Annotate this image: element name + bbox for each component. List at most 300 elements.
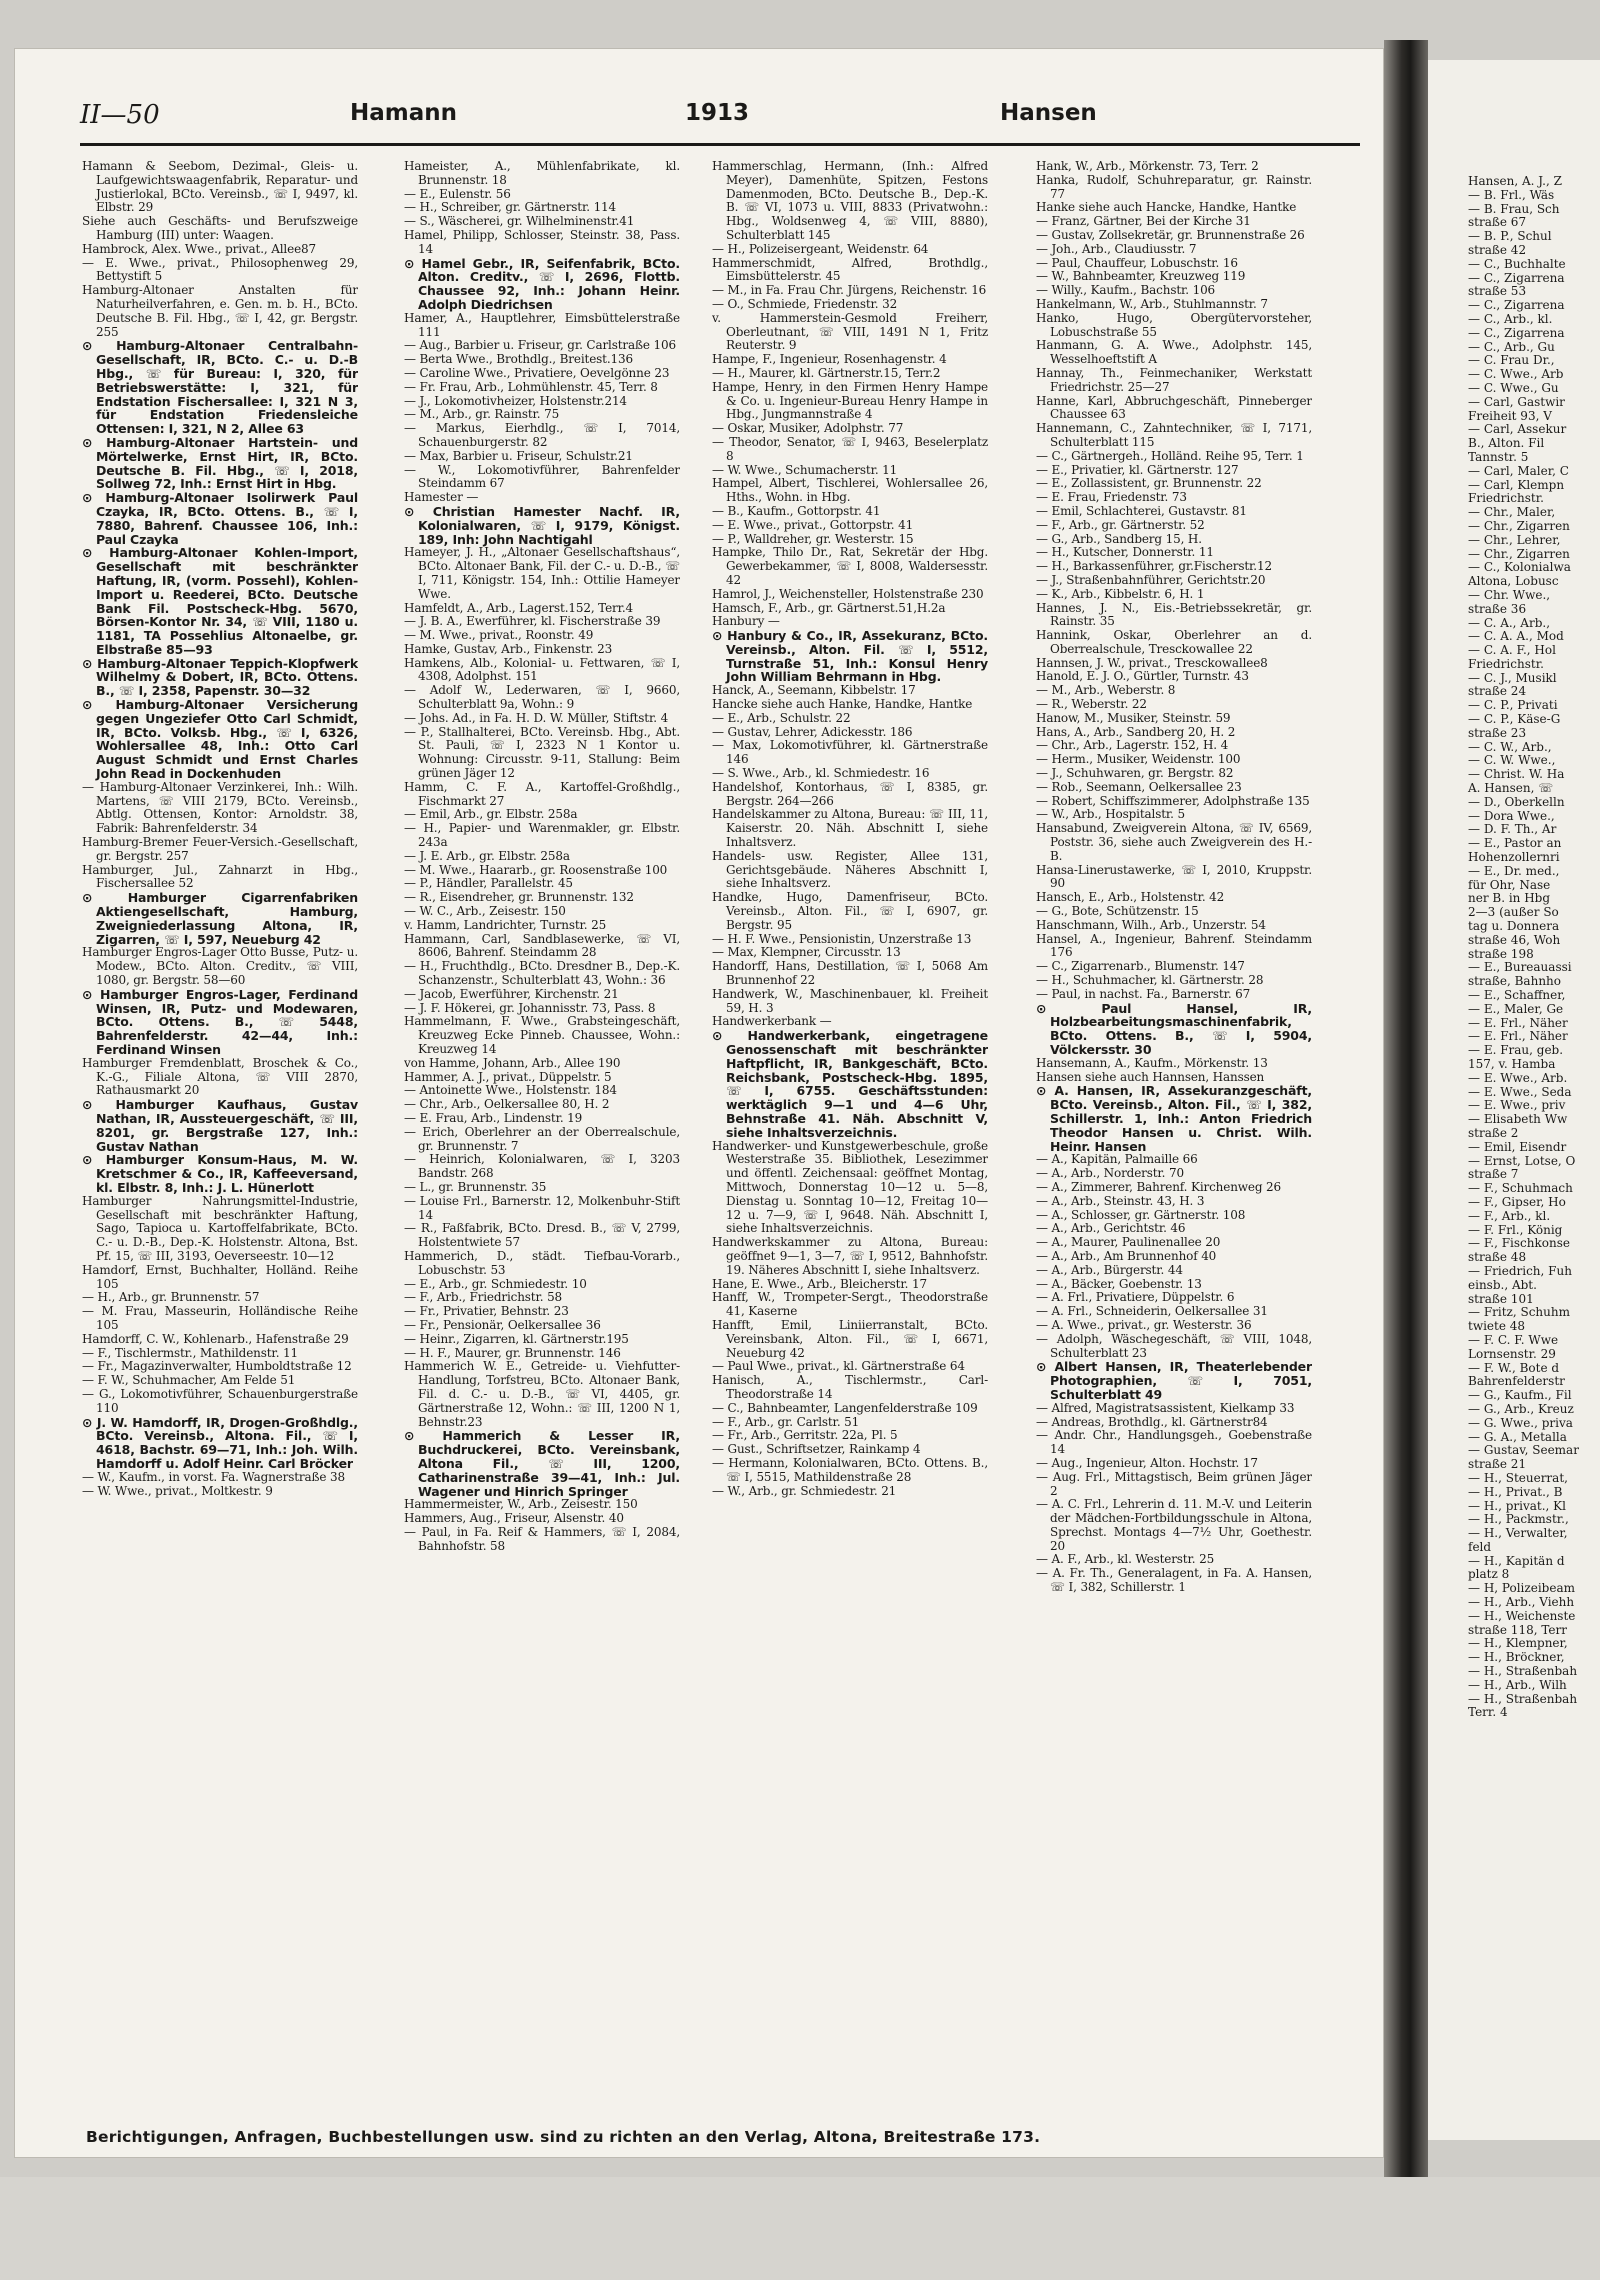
facing-page-line: B., Alton. Fil — [1468, 436, 1545, 451]
directory-entry: Handels- usw. Register, Allee 131, Gerichtsgebäude. Näheres Abschnitt I, siehe Inhaltsverz. — [712, 848, 988, 891]
facing-page-line: Tannstr. 5 — [1468, 449, 1529, 464]
directory-entry: Hamburg-Altonaer Anstalten für Naturheilverfahren, e. Gen. m. b. H., BCto. Deutsche B. Fil. Hbg., ☏ I, 42, gr. Bergstr. 255 — [82, 283, 358, 339]
directory-entry: — W. Wwe., Schumacherstr. 11 — [712, 462, 898, 477]
directory-entry: ⊙ Hamburger Engros-Lager, Ferdinand Winsen, IR, Putz- und Modewaren, BCto. Ottens. B., ☏ 5448, Bahrenfelderstr. 42—44, Inh.: Ferdinand Winsen — [82, 986, 358, 1057]
directory-entry: Hamburger Nahrungsmittel-Industrie, Gesellschaft mit beschränkter Haftung, Sago, Tapioca u. Kartoffelfabrikate, BCto. C.- u. D.-B., Dep.-K. Holstenstr. Altona, Bst. Pf. 15, ☏ III, 3193, Oeverseestr. 10—12 — [82, 1193, 358, 1263]
facing-page-line: einsb., Abt. — [1468, 1277, 1537, 1292]
directory-entry: Hamsch, F., Arb., gr. Gärtnerst.51,H.2a — [712, 600, 946, 615]
facing-page-line: — E., Dr. med., — [1468, 863, 1560, 878]
facing-page-line: feld — [1468, 1539, 1492, 1554]
facing-page-line: — Chr., Lehrer, — [1468, 532, 1561, 547]
directory-entry: — A. Fr. Th., Generalagent, in Fa. A. Hansen, ☏ I, 382, Schillerstr. 1 — [1036, 1566, 1312, 1595]
directory-entry: — Herm., Musiker, Weidenstr. 100 — [1036, 752, 1241, 767]
directory-entry: Hannsen, J. W., privat., Tresckowallee8 — [1036, 655, 1268, 670]
directory-entry: Hansch, E., Arb., Holstenstr. 42 — [1036, 890, 1225, 905]
directory-entry: — W., Bahnbeamter, Kreuzweg 119 — [1036, 269, 1246, 284]
directory-entry: Hammann, Carl, Sandblasewerke, ☏ VI, 8606, Bahrenf. Steindamm 28 — [404, 931, 680, 960]
column-3 — [712, 160, 988, 2280]
directory-entry: — Max, Klempner, Circusstr. 13 — [712, 945, 901, 960]
directory-entry: Hanke siehe auch Hancke, Handke, Hantke — [1036, 200, 1297, 215]
directory-entry: — R., Weberstr. 22 — [1036, 697, 1147, 712]
directory-entry: ⊙ Hanbury & Co., IR, Assekuranz, BCto. Vereinsb., Alton. Fil. ☏ I, 5512, Turnstraße 51, Inh.: Konsul Henry John William Behrmann in Hbg. — [712, 628, 988, 685]
facing-page-line: Lornsenstr. 29 — [1468, 1346, 1556, 1361]
directory-entry: Hanisch, A., Tischlermstr., Carl-Theodorstraße 14 — [712, 1373, 988, 1401]
facing-page-line: Hansen, A. J., Z — [1468, 174, 1562, 188]
directory-entry: — M. Wwe., Haararb., gr. Roosenstraße 100 — [404, 862, 668, 877]
directory-entry: — J., Schuhwaren, gr. Bergstr. 82 — [1036, 766, 1234, 781]
directory-entry: — E., Privatier, kl. Gärtnerstr. 127 — [1036, 462, 1239, 477]
directory-entry: Hansen siehe auch Hannsen, Hanssen — [1036, 1069, 1265, 1084]
facing-page-line: ner B. in Hbg — [1468, 891, 1551, 906]
facing-page-line: für Ohr, Nase — [1468, 877, 1551, 892]
directory-entry: Hameyer, J. H., „Altonaer Gesellschaftshaus“, BCto. Altonaer Bank, Fil. der C.- u. D.-B., ☏ I, 711, Königstr. 154, Inh.: Ottilie Hameyer Wwe. — [404, 545, 680, 601]
directory-entry: — G., Bote, Schützenstr. 15 — [1036, 904, 1199, 919]
directory-entry: — Paul, in nachst. Fa., Barnerstr. 67 — [1036, 986, 1251, 1001]
facing-page-line: straße 7 — [1468, 1167, 1519, 1182]
facing-page-line: — C. W., Arb., — [1468, 739, 1552, 754]
directory-entry: — Franz, Gärtner, Bei der Kirche 31 — [1036, 214, 1251, 229]
directory-entry: — J. B. A., Ewerführer, kl. Fischerstraße 39 — [404, 614, 661, 629]
facing-page-line: — H., Arb., Viehh — [1468, 1595, 1575, 1610]
directory-entry: — W. C., Arb., Zeisestr. 150 — [404, 904, 566, 919]
facing-page-line: — B. Frl., Wäs — [1468, 187, 1555, 202]
facing-page-line: — G., Arb., Kreuz — [1468, 1401, 1574, 1416]
facing-page-line: — Chr., Zigarren — [1468, 546, 1570, 561]
directory-entry: — Hermann, Kolonialwaren, BCto. Ottens. B., ☏ I, 5515, Mathildenstraße 28 — [712, 1455, 988, 1484]
directory-entry: Hannes, J. N., Eis.-Betriebssekretär, gr. Rainstr. 35 — [1036, 600, 1312, 629]
directory-entry: ⊙ Hamburger Cigarrenfabriken Aktiengesellschaft, Hamburg, Zweigniederlassung Altona, IR, Zigarren, ☏ I, 597, Neueburg 42 — [82, 890, 358, 947]
facing-page-line: — Carl, Gastwir — [1468, 394, 1565, 409]
directory-entry: — G., Arb., Sandberg 15, H. — [1036, 531, 1202, 546]
directory-entry: — Fr. Frau, Arb., Lohmühlenstr. 45, Terr. 8 — [404, 379, 658, 394]
facing-page-line: — G. Wwe., priva — [1468, 1415, 1573, 1430]
directory-entry: — A., Arb., Steinstr. 43, H. 3 — [1036, 1193, 1205, 1208]
facing-page-line: — F., Schuhmach — [1468, 1181, 1573, 1196]
facing-page-line: — F. W., Bote d — [1468, 1360, 1560, 1375]
directory-entry: — H. F. Wwe., Pensionistin, Unzerstraße 13 — [712, 931, 972, 946]
directory-entry: — Heinrich, Kolonialwaren, ☏ I, 3203 Bandstr. 268 — [404, 1152, 680, 1181]
directory-entry: Hanold, E. J. O., Gürtler, Turnstr. 43 — [1036, 669, 1249, 684]
directory-entry: — E. Wwe., privat., Gottorpstr. 41 — [712, 517, 914, 532]
column-2 — [404, 160, 680, 2280]
facing-page-line: straße, Bahnho — [1468, 974, 1561, 989]
directory-entry: Hampe, F., Ingenieur, Rosenhagenstr. 4 — [712, 352, 947, 367]
directory-entry: — R., Eisendreher, gr. Brunnenstr. 132 — [404, 890, 634, 905]
directory-entry: Hanow, M., Musiker, Steinstr. 59 — [1036, 710, 1231, 725]
directory-entry: — Theodor, Senator, ☏ I, 9463, Beselerplatz 8 — [712, 434, 988, 463]
directory-entry: Hansa-Linerustawerke, ☏ I, 2010, Kruppstr. 90 — [1036, 862, 1312, 891]
directory-entry: — J., Lokomotivheizer, Holstenstr.214 — [404, 393, 627, 408]
facing-page-line: Freiheit 93, V — [1468, 408, 1552, 423]
directory-entry: — Gustav, Zollsekretär, gr. Brunnenstraße 26 — [1036, 227, 1305, 242]
facing-page-line: — Friedrich, Fuh — [1468, 1263, 1572, 1278]
facing-page-line: straße 23 — [1468, 725, 1527, 740]
directory-entry: — E., Zollassistent, gr. Brunnenstr. 22 — [1036, 476, 1262, 491]
facing-page-line: straße 198 — [1468, 946, 1534, 961]
directory-entry: Hampe, Henry, in den Firmen Henry Hampe & Co. u. Ingenieur-Bureau Henry Hampe in Hbg., Jungmannstraße 4 — [712, 379, 988, 422]
facing-page-line: A. Hansen, ☏ — [1468, 781, 1554, 796]
directory-entry: Hamel, Philipp, Schlosser, Steinstr. 38, Pass. 14 — [404, 227, 680, 256]
directory-entry: Hampel, Albert, Tischlerei, Wohlersallee 26, Hths., Wohn. in Hbg. — [712, 476, 988, 505]
directory-entry: — H., Barkassenführer, gr.Fischerstr.12 — [1036, 559, 1272, 574]
directory-entry: — F., Tischlermstr., Mathildenstr. 11 — [82, 1345, 298, 1360]
directory-entry: — Paul Wwe., privat., kl. Gärtnerstraße 64 — [712, 1359, 965, 1374]
directory-entry: — M. Wwe., privat., Roonstr. 49 — [404, 628, 594, 643]
directory-entry: — J. E. Arb., gr. Elbstr. 258a — [404, 848, 570, 863]
directory-entry: v. Hamm, Landrichter, Turnstr. 25 — [404, 917, 607, 932]
directory-entry: Hamester — — [404, 490, 479, 505]
facing-page-line: — C. P., Käse-G — [1468, 712, 1561, 727]
directory-entry: — S. Wwe., Arb., kl. Schmiedestr. 16 — [712, 766, 930, 781]
facing-page-line: — E. Wwe., Arb. — [1468, 1070, 1568, 1085]
directory-entry: Hansel, A., Ingenieur, Bahrenf. Steindamm 176 — [1036, 931, 1312, 960]
facing-page-line: — F. C. F. Wwe — [1468, 1332, 1559, 1347]
facing-page-line: — E., Schaffner, — [1468, 988, 1566, 1003]
facing-page-line: Terr. 4 — [1468, 1705, 1508, 1720]
directory-entry: — Chr., Arb., Lagerstr. 152, H. 4 — [1036, 738, 1229, 753]
directory-entry: ⊙ Hamburg-Altonaer Teppich-Klopfwerk Wilhelmy & Dobert, IR, BCto. Ottens. B., ☏ I, 2358, Papenstr. 30—32 — [82, 655, 358, 699]
directory-entry: — H. F., Maurer, gr. Brunnenstr. 146 — [404, 1345, 621, 1360]
directory-entry: ⊙ Hamburg-Altonaer Centralbahn-Gesellschaft, IR, BCto. C.- u. D.-B Hbg., ☏ für Bureau: I, 320, für Betriebswerstätte: I, 321, für Endstation Fischersallee: I, 321 N 3, für Endstation Friedensleiche Ottensen: I, 321, N 2, Allee 63 — [82, 338, 358, 437]
directory-entry: — H., Fruchthdlg., BCto. Dresdner B., Dep.-K. Schanzenstr., Schulterblatt 43, Wohn.: 36 — [404, 959, 680, 988]
directory-entry: — A., Arb., Am Brunnenhof 40 — [1036, 1248, 1217, 1263]
facing-page-line: — H., privat., Kl — [1468, 1498, 1566, 1513]
directory-entry: — Paul, Chauffeur, Lobuschstr. 16 — [1036, 255, 1238, 270]
directory-entry: — F., Arb., gr. Gärtnerstr. 52 — [1036, 517, 1205, 532]
directory-entry: — A. Wwe., privat., gr. Westerstr. 36 — [1036, 1317, 1252, 1332]
directory-entry: Hampke, Thilo Dr., Rat, Sekretär der Hbg. Gewerbekammer, ☏ I, 8008, Waldersesstr. 42 — [712, 545, 988, 587]
directory-entry: — A., Bäcker, Goebenstr. 13 — [1036, 1276, 1202, 1291]
directory-entry: Hamfeldt, A., Arb., Lagerst.152, Terr.4 — [404, 600, 634, 615]
facing-page-line: — Chr. Wwe., — [1468, 587, 1551, 602]
directory-entry: — C., Gärtnergeh., Holländ. Reihe 95, Terr. 1 — [1036, 448, 1304, 463]
directory-entry: — H., Maurer, kl. Gärtnerstr.15, Terr.2 — [712, 365, 941, 380]
directory-entry: ⊙ Hamburg-Altonaer Isolirwerk Paul Czayka, IR, BCto. Ottens. B., ☏ I, 7880, Bahrenf. Chaussee 106, Inh.: Paul Czayka — [82, 490, 358, 547]
directory-entry: — A., Schlosser, gr. Gärtnerstr. 108 — [1036, 1207, 1246, 1222]
directory-entry: — Louise Frl., Barnerstr. 12, Molkenbuhr-Stift 14 — [404, 1193, 680, 1222]
facing-page-line: — H., Kapitän d — [1468, 1553, 1565, 1568]
facing-page-line: — C. J., Musikl — [1468, 670, 1557, 685]
facing-page-line: straße 2 — [1468, 1125, 1519, 1140]
facing-page-line: — H., Arb., Wilh — [1468, 1677, 1567, 1692]
directory-entry: Hanschmann, Wilh., Arb., Unzerstr. 54 — [1036, 917, 1266, 932]
directory-entry: Hamburger Engros-Lager Otto Busse, Putz- u. Modew., BCto. Alton. Creditv., ☏ VIII, 1080, gr. Bergstr. 58—60 — [82, 945, 358, 988]
directory-entry: — W., Lokomotivführer, Bahrenfelder Steindamm 67 — [404, 462, 680, 491]
directory-entry: ⊙ Handwerkerbank, eingetragene Genossenschaft mit beschränkter Haftpflicht, IR, Bankgeschäft, BCto. Reichsbank, Postscheck-Hbg. 1895, ☏ I, 6755. Geschäftsstunden: werktäglich 9—1 und 4—6 Uhr, Behnstraße 41. Näh. Abschnitt V, siehe Inhaltsverzeichnis. — [712, 1028, 988, 1140]
directory-entry: — M., Arb., gr. Rainstr. 75 — [404, 407, 560, 422]
facing-page-line: — Chr., Zigarren — [1468, 518, 1570, 533]
directory-entry: — Alfred, Magistratsassistent, Kielkamp 33 — [1036, 1400, 1295, 1415]
directory-entry: — O., Schmiede, Friedenstr. 32 — [712, 296, 898, 311]
facing-page-line: — Chr., Maler, — [1468, 505, 1556, 520]
directory-entry: Hamburger Fremdenblatt, Broschek & Co., K.-G., Filiale Altona, ☏ VIII 2870, Rathausmarkt 20 — [82, 1055, 358, 1098]
directory-entry: — Oskar, Musiker, Adolphstr. 77 — [712, 421, 904, 436]
directory-entry: Hambrock, Alex. Wwe., privat., Allee87 — [82, 241, 316, 256]
directory-entry: — Hamburg-Altonaer Verzinkerei, Inh.: Wilh. Martens, ☏ VIII 2179, BCto. Vereinsb., Abtlg. Ottensen, Kontor: Arnoldstr. 38, Fabrik: Bahrenfelderstr. 34 — [82, 779, 358, 836]
directory-entry: Hanff, W., Trompeter-Sergt., Theodorstraße 41, Kaserne — [712, 1290, 988, 1319]
directory-entry: Hanck, A., Seemann, Kibbelstr. 17 — [712, 683, 916, 698]
directory-entry: Handelshof, Kontorhaus, ☏ I, 8385, gr. Bergstr. 264—266 — [712, 779, 988, 808]
facing-page-line: straße 118, Terr — [1468, 1622, 1567, 1637]
facing-page-line: — E. Frl., Näher — [1468, 1029, 1568, 1044]
directory-entry: Hanko, Hugo, Obergütervorsteher, Lobuschstraße 55 — [1036, 310, 1312, 339]
directory-entry: — Fr., Pensionär, Oelkersallee 36 — [404, 1317, 601, 1332]
directory-entry: — J., Straßenbahnführer, Gerichtstr.20 — [1036, 572, 1266, 587]
directory-entry: — Berta Wwe., Brothdlg., Breitest.136 — [404, 352, 633, 367]
facing-page-line: — B. Frau, Sch — [1468, 201, 1560, 216]
facing-page-line: — E., Bureauassi — [1468, 960, 1572, 975]
directory-entry: — M., Arb., Weberstr. 8 — [1036, 683, 1176, 698]
directory-entry: Hamdorf, Ernst, Buchhalter, Holländ. Reihe 105 — [82, 1262, 358, 1291]
facing-page-line: — Ernst, Lotse, O — [1468, 1153, 1576, 1168]
facing-page-line: — Fritz, Schuhm — [1468, 1305, 1570, 1320]
facing-page-line: — C., Arb., Gu — [1468, 339, 1555, 354]
directory-entry: — W. Wwe., privat., Moltkestr. 9 — [82, 1483, 273, 1498]
directory-entry: Hamann & Seebom, Dezimal-, Gleis- u. Laufgewichtswaagenfabrik, Reparatur- und Justierlokal, BCto. Vereinsb., ☏ I, 9497, kl. Elbstr. 29 — [82, 160, 358, 215]
directory-entry: — H., Polizeisergeant, Weidenstr. 64 — [712, 241, 929, 256]
facing-page-line: straße 24 — [1468, 684, 1527, 699]
facing-page-line: — Carl, Maler, C — [1468, 463, 1569, 478]
facing-page-line: — Carl, Klempn — [1468, 477, 1565, 492]
directory-entry: Hannink, Oskar, Oberlehrer an d. Oberrealschule, Tresckowallee 22 — [1036, 628, 1312, 656]
directory-entry: Hammerich, D., städt. Tiefbau-Vorarb., Lobuschstr. 53 — [404, 1248, 680, 1277]
facing-page-line: straße 53 — [1468, 284, 1527, 299]
facing-page-line: — C., Zigarrena — [1468, 270, 1565, 285]
facing-page-line: — H., Privat., B — [1468, 1484, 1563, 1499]
directory-entry: Hank, W., Arb., Mörkenstr. 73, Terr. 2 — [1036, 160, 1259, 173]
facing-page-line: straße 42 — [1468, 242, 1527, 257]
facing-page-line: twiete 48 — [1468, 1319, 1526, 1334]
directory-entry: ⊙ Albert Hansen, IR, Theaterlebender Photographien, ☏ I, 7051, Schulterblatt 49 — [1036, 1359, 1312, 1402]
directory-entry: — E. Frau, Arb., Lindenstr. 19 — [404, 1110, 583, 1125]
directory-entry: — Adolph, Wäschegeschäft, ☏ VIII, 1048, Schulterblatt 23 — [1036, 1331, 1312, 1360]
directory-entry: — W., Arb., gr. Schmiedestr. 21 — [712, 1483, 897, 1498]
directory-entry: ⊙ Hamburg-Altonaer Versicherung gegen Ungeziefer Otto Carl Schmidt, IR, BCto. Volksb. Hbg., ☏ I, 6326, Wohlersallee 48, Inh.: Otto Carl August Schmidt und Ernst Charles John Read in Dockenhuden — [82, 697, 358, 782]
directory-entry: — Jacob, Ewerführer, Kirchenstr. 21 — [404, 986, 619, 1001]
directory-entry: ⊙ A. Hansen, IR, Assekuranzgeschäft, BCto. Vereinsb., Alton. Fil., ☏ I, 382, Schillerstr. 1, Inh.: Anton Friedrich Theodor Hansen u. Christ. Wilh. Heinr. Hansen — [1036, 1083, 1312, 1154]
directory-entry: ⊙ Paul Hansel, IR, Holzbearbeitungsmaschinenfabrik, BCto. Ottens. B., ☏ I, 5904, Völckersstr. 30 — [1036, 1000, 1312, 1057]
facing-page-line: — C. Frau Dr., — [1468, 353, 1555, 368]
directory-entry: Hanmann, G. A. Wwe., Adolphstr. 145, Wesselhoeftstift A — [1036, 338, 1312, 367]
directory-entry: — Fr., Magazinverwalter, Humboldtstraße 12 — [82, 1359, 352, 1374]
directory-entry: — Andr. Chr., Handlungsgeh., Goebenstraße 14 — [1036, 1428, 1312, 1457]
facing-page-line: straße 46, Woh — [1468, 932, 1561, 947]
directory-entry: — B., Kaufm., Gottorpstr. 41 — [712, 503, 881, 518]
directory-entry: — H., Schuhmacher, kl. Gärtnerstr. 28 — [1036, 973, 1264, 988]
directory-entry: — H., Kutscher, Donnerstr. 11 — [1036, 545, 1214, 560]
facing-page-line: — H., Steuerrat, — [1468, 1470, 1568, 1485]
facing-page-line: — H., Straßenbah — [1468, 1691, 1578, 1706]
directory-entry: — M. Frau, Masseurin, Holländische Reihe 105 — [82, 1304, 358, 1332]
facing-page-line: — C., Zigarrena — [1468, 325, 1565, 340]
directory-entry: Hamrol, J., Weichensteller, Holstenstraße 230 — [712, 586, 984, 601]
directory-entry: — Joh., Arb., Claudiusstr. 7 — [1036, 241, 1197, 256]
facing-page-line: — D., Oberkelln — [1468, 794, 1565, 809]
directory-entry: — Max, Lokomotivführer, kl. Gärtnerstraße 146 — [712, 738, 988, 767]
directory-entry: — H., Papier- und Warenmakler, gr. Elbstr. 243a — [404, 821, 680, 850]
directory-entry: — Gust., Schriftsetzer, Rainkamp 4 — [712, 1442, 921, 1457]
directory-entry: Handwerkerbank — — [712, 1014, 832, 1029]
directory-entry: — Robert, Schiffszimmerer, Adolphstraße 135 — [1036, 793, 1310, 808]
facing-page-line: — Elisabeth Ww — [1468, 1112, 1568, 1127]
directory-entry: — Markus, Eierhdlg., ☏ I, 7014, Schauenburgerstr. 82 — [404, 421, 680, 449]
facing-page-line: — H, Polizeibeam — [1468, 1581, 1575, 1596]
directory-entry: Hanne, Karl, Abbruchgeschäft, Pinneberger Chaussee 63 — [1036, 393, 1312, 422]
directory-entry: ⊙ Hamburg-Altonaer Hartstein- und Mörtelwerke, Ernst Hirt, IR, BCto. Deutsche B. Fil. Hbg., ☏ I, 2018, Sollweg 72, Inh.: Ernst Hirt in Hbg. — [82, 434, 358, 492]
facing-page-line: — C. W. Wwe., — [1468, 753, 1556, 768]
directory-entry: ⊙ J. W. Hamdorff, IR, Drogen-Großhdlg., BCto. Vereinsb., Altona. Fil., ☏ I, 4618, Bachstr. 69—71, Inh.: Joh. Wilh. Hamdorff u. Adolf Heinr. Carl Bröcker — [82, 1414, 358, 1471]
facing-page-line: — Christ. W. Ha — [1468, 767, 1565, 782]
facing-page-line: Altona, Lobusc — [1468, 574, 1559, 589]
facing-page-line: Bahrenfelderstr — [1468, 1374, 1565, 1389]
directory-entry: — P., Stallhalterei, BCto. Vereinsb. Hbg., Abt. St. Pauli, ☏ I, 2323 N 1 Kontor u. Wohnung: Circusstr. 9-11, Stallung: Beim grünen Jäger 12 — [404, 724, 680, 781]
facing-page-line: — H., Bröckner, — [1468, 1650, 1565, 1665]
directory-entry: Hanfft, Emil, Liniierranstalt, BCto. Vereinsbank, Alton. Fil., ☏ I, 6671, Neueburg 42 — [712, 1317, 988, 1360]
header-year: 1913 — [685, 100, 750, 126]
directory-entry: — Johs. Ad., in Fa. H. D. W. Müller, Stiftstr. 4 — [404, 710, 669, 725]
directory-entry: — A., Arb., Norderstr. 70 — [1036, 1166, 1184, 1181]
directory-entry: — E. Frau, Friedenstr. 73 — [1036, 490, 1187, 505]
directory-entry: — Caroline Wwe., Privatiere, Oevelgönne 23 — [404, 365, 670, 380]
directory-entry: v. Hammerstein-Gesmold Freiherr, Oberleutnant, ☏ VIII, 1491 N 1, Fritz Reuterstr. 9 — [712, 310, 988, 353]
facing-page-line: — C. A. A., Mod — [1468, 629, 1564, 644]
facing-page-line: — C. Wwe., Gu — [1468, 380, 1559, 395]
facing-page-line: — G. A., Metalla — [1468, 1429, 1567, 1444]
facing-page-line: — H., Packmstr., — [1468, 1512, 1569, 1527]
directory-entry: Hamer, A., Hauptlehrer, Eimsbüttelerstraße 111 — [404, 310, 680, 339]
directory-entry: — R., Faßfabrik, BCto. Dresd. B., ☏ V, 2799, Holstentwiete 57 — [404, 1221, 680, 1250]
directory-entry: Hammerich W. E., Getreide- u. Viehfutter-Handlung, Torfstreu, BCto. Altonaer Bank, Fil. d. C.- u. D.-B., ☏ VI, 4405, gr. Gärtnerstraße 12, Wohn.: ☏ III, 1200 N 1, Behnstr.23 — [404, 1359, 680, 1429]
facing-page-line: straße 21 — [1468, 1457, 1527, 1472]
directory-entry: — Fr., Privatier, Behnstr. 23 — [404, 1304, 569, 1319]
directory-entry: Hankelmann, W., Arb., Stuhlmannstr. 7 — [1036, 296, 1268, 311]
facing-page-line: — C., Kolonialwa — [1468, 560, 1571, 575]
facing-page-text — [1428, 175, 1600, 1720]
directory-entry: — Erich, Oberlehrer an der Oberrealschule, gr. Brunnenstr. 7 — [404, 1124, 680, 1153]
header-right-keyword: Hansen — [1000, 100, 1097, 126]
directory-entry: — Gustav, Lehrer, Adickesstr. 186 — [712, 724, 913, 739]
directory-entry: — H., Schreiber, gr. Gärtnerstr. 114 — [404, 200, 617, 215]
directory-entry: Hameister, A., Mühlenfabrikate, kl. Brunnenstr. 18 — [404, 160, 680, 187]
facing-page-line: — E. Wwe., priv — [1468, 1098, 1566, 1113]
directory-entry: Hanbury — — [712, 614, 780, 629]
directory-entry: Hamburger, Jul., Zahnarzt in Hbg., Fischersallee 52 — [82, 862, 358, 891]
facing-page-line: — E., Maler, Ge — [1468, 1001, 1564, 1016]
column-1 — [82, 160, 358, 2280]
directory-entry: — F., Arb., Friedrichstr. 58 — [404, 1290, 563, 1305]
facing-page-line: — Emil, Eisendr — [1468, 1139, 1567, 1154]
facing-page-line: Hohenzollernri — [1468, 850, 1560, 865]
directory-entry: Handke, Hugo, Damenfriseur, BCto. Vereinsb., Alton. Fil., ☏ I, 6907, gr. Bergstr. 95 — [712, 890, 988, 932]
directory-entry: — Emil, Arb., gr. Elbstr. 258a — [404, 807, 578, 822]
directory-entry: Hane, E. Wwe., Arb., Bleicherstr. 17 — [712, 1276, 927, 1291]
publisher-footer: Berichtigungen, Anfragen, Buchbestellungen usw. sind zu richten an den Verlag, Altona, Breitestraße 173. — [86, 2128, 1041, 2146]
directory-entry: Hansabund, Zweigverein Altona, ☏ IV, 6569, Poststr. 36, siehe auch Zweigverein des H.-B. — [1036, 821, 1312, 863]
directory-entry: Hammerschmidt, Alfred, Brothdlg., Eimsbüttelerstr. 45 — [712, 255, 988, 284]
directory-entry: — W., Arb., Hospitalstr. 5 — [1036, 807, 1185, 822]
facing-page-line: 157, v. Hamba — [1468, 1057, 1556, 1071]
directory-entry: — H., Arb., gr. Brunnenstr. 57 — [82, 1290, 260, 1305]
directory-entry: — K., Arb., Kibbelstr. 6, H. 1 — [1036, 586, 1205, 601]
directory-entry: — Adolf W., Lederwaren, ☏ I, 9660, Schulterblatt 9a, Wohn.: 9 — [404, 683, 680, 712]
directory-entry: Hancke siehe auch Hanke, Handke, Hantke — [712, 697, 973, 712]
directory-entry: — Aug. Frl., Mittagstisch, Beim grünen Jäger 2 — [1036, 1469, 1312, 1498]
directory-entry: Hammerschlag, Hermann, (Inh.: Alfred Meyer), Damenhüte, Spitzen, Festons Damenmoden, BCto. Deutsche B., Dep.-K. B. ☏ VI, 1073 u. VIII, 8833 (Privatwohn.: Hbg., Woldsenweg 4, ☏ VIII, 8880), Schulterblatt 145 — [712, 160, 988, 242]
facing-page-line: Friedrichstr. — [1468, 656, 1544, 671]
directory-entry: — Aug., Barbier u. Friseur, gr. Carlstraße 106 — [404, 338, 676, 353]
directory-entry: Handelskammer zu Altona, Bureau: ☏ III, 11, Kaiserstr. 20. Näh. Abschnitt I, siehe Inhaltsverz. — [712, 807, 988, 850]
directory-entry: — F. W., Schuhmacher, Am Felde 51 — [82, 1373, 296, 1388]
directory-entry: Hamkens, Alb., Kolonial- u. Fettwaren, ☏ I, 4308, Adolphst. 151 — [404, 655, 680, 684]
directory-entry: ⊙ Hamel Gebr., IR, Seifenfabrik, BCto. Alton. Creditv., ☏ I, 2696, Flottb. Chaussee 92, Inh.: Johann Heinr. Adolph Diedrichsen — [404, 255, 680, 312]
book-gutter — [1384, 40, 1428, 2177]
facing-page-line: straße 36 — [1468, 601, 1527, 616]
directory-entry: — Emil, Schlachterei, Gustavstr. 81 — [1036, 503, 1247, 518]
facing-page-line: — B. P., Schul — [1468, 229, 1552, 244]
directory-entry: — Max, Barbier u. Friseur, Schulstr.21 — [404, 448, 633, 463]
facing-page-line: — Gustav, Seemar — [1468, 1443, 1579, 1458]
directory-entry: — P., Händler, Parallelstr. 45 — [404, 876, 573, 891]
directory-entry: — A., Zimmerer, Bahrenf. Kirchenweg 26 — [1036, 1179, 1282, 1194]
directory-entry: ⊙ Hamburger Konsum-Haus, M. W. Kretschmer & Co., IR, Kaffeeversand, kl. Elbstr. 8, Inh.: J. L. Hünerlott — [82, 1152, 358, 1195]
directory-entry: Handwerkskammer zu Altona, Bureau: geöffnet 9—1, 3—7, ☏ I, 9512, Bahnhofstr. 19. Näheres Abschnitt I, siehe Inhaltsverz. — [712, 1235, 988, 1277]
facing-page-line: — F., Arb., kl. — [1468, 1208, 1551, 1223]
directory-entry: — Rob., Seemann, Oelkersallee 23 — [1036, 779, 1242, 794]
directory-entry: von Hamme, Johann, Arb., Allee 190 — [404, 1055, 621, 1070]
page-number: II—50 — [80, 100, 160, 130]
facing-page-line: — C., Arb., kl. — [1468, 311, 1553, 326]
directory-entry: Hannemann, C., Zahntechniker, ☏ I, 7171, Schulterblatt 115 — [1036, 421, 1312, 449]
facing-page-line: — F., Fischkonse — [1468, 1236, 1570, 1251]
directory-entry: Handwerker- und Kunstgewerbeschule, große Westerstraße 35. Bibliothek, Lesezimmer und öffentl. Zeichensaal: geöffnet Montag, Mittwoch, Donnerstag 10—12 u. 5—8, Dienstag u. Sonntag 10—12, Freitag 10—12 u. 7—9, ☏ I, 9648. Näh. Abschnitt I, siehe Inhaltsverzeichnis. — [712, 1138, 988, 1236]
facing-page-line: — C., Buchhalte — [1468, 256, 1566, 271]
header-rule — [80, 143, 1360, 146]
directory-entry: — A. F., Arb., kl. Westerstr. 25 — [1036, 1552, 1215, 1567]
directory-entry: Hamm, C. F. A., Kartoffel-Großhdlg., Fischmarkt 27 — [404, 779, 680, 808]
directory-entry: — Heinr., Zigarren, kl. Gärtnerstr.195 — [404, 1331, 629, 1346]
header-left-keyword: Hamann — [350, 100, 458, 126]
directory-entry: — A., Maurer, Paulinenallee 20 — [1036, 1235, 1221, 1250]
facing-page-line: — C. A., Arb., — [1468, 615, 1551, 630]
facing-page — [1428, 60, 1600, 2140]
facing-page-line: — Dora Wwe., — [1468, 808, 1555, 823]
directory-entry: — Chr., Arb., Oelkersallee 80, H. 2 — [404, 1097, 610, 1112]
directory-entry: — J. F. Hökerei, gr. Johannisstr. 73, Pass. 8 — [404, 1000, 656, 1015]
directory-entry: Hamke, Gustav, Arb., Finkenstr. 23 — [404, 641, 613, 656]
column-4 — [1036, 160, 1312, 2280]
directory-entry: — M., in Fa. Frau Chr. Jürgens, Reichenstr. 16 — [712, 283, 987, 298]
directory-entry: Hans, A., Arb., Sandberg 20, H. 2 — [1036, 724, 1236, 739]
facing-page-line: tag u. Donnera — [1468, 919, 1560, 934]
directory-entry: — A. C. Frl., Lehrerin d. 11. M.-V. und Leiterin der Mädchen-Fortbildungsschule in Altona, Sprechst. Montags 4—7½ Uhr, Goethestr. 20 — [1036, 1497, 1312, 1553]
directory-entry: Hamdorff, C. W., Kohlenarb., Hafenstraße 29 — [82, 1331, 349, 1346]
directory-entry: ⊙ Hamburg-Altonaer Kohlen-Import, Gesellschaft mit beschränkter Haftung, IR, (vorm. Possehl), Kohlen-Import u. Reederei, BCto. Deutsche Bank Fil. Postscheck-Hbg. 5670, Börsen-Kontor Nr. 34, ☏ VIII, 1180 u. 1181, TA Possehlius Altonaelbe, gr. Elbstraße 85—93 — [82, 545, 358, 657]
facing-page-line: — C. Wwe., Arb — [1468, 367, 1564, 382]
directory-entry: — G., Lokomotivführer, Schauenburgerstraße 110 — [82, 1386, 358, 1415]
directory-entry: — E., Arb., gr. Schmiedestr. 10 — [404, 1276, 587, 1291]
facing-page-line: — D. F. Th., Ar — [1468, 822, 1557, 837]
facing-page-line: — H., Straßenbah — [1468, 1664, 1578, 1679]
facing-page-line: straße 67 — [1468, 215, 1527, 230]
facing-page-line: Friedrichstr. — [1468, 491, 1544, 506]
directory-entry: Hammers, Aug., Friseur, Alsenstr. 40 — [404, 1511, 624, 1526]
facing-page-line: — E. Frau, geb. — [1468, 1043, 1564, 1058]
directory-entry: — A. Frl., Schneiderin, Oelkersallee 31 — [1036, 1304, 1268, 1319]
directory-entry: Hannay, Th., Feinmechaniker, Werkstatt Friedrichstr. 25—27 — [1036, 365, 1312, 394]
directory-entry: Hanka, Rudolf, Schuhreparatur, gr. Rainstr. 77 — [1036, 172, 1312, 201]
facing-page-line: — F. Frl., König — [1468, 1222, 1563, 1237]
directory-entry: Handwerk, W., Maschinenbauer, kl. Freiheit 59, H. 3 — [712, 986, 988, 1015]
